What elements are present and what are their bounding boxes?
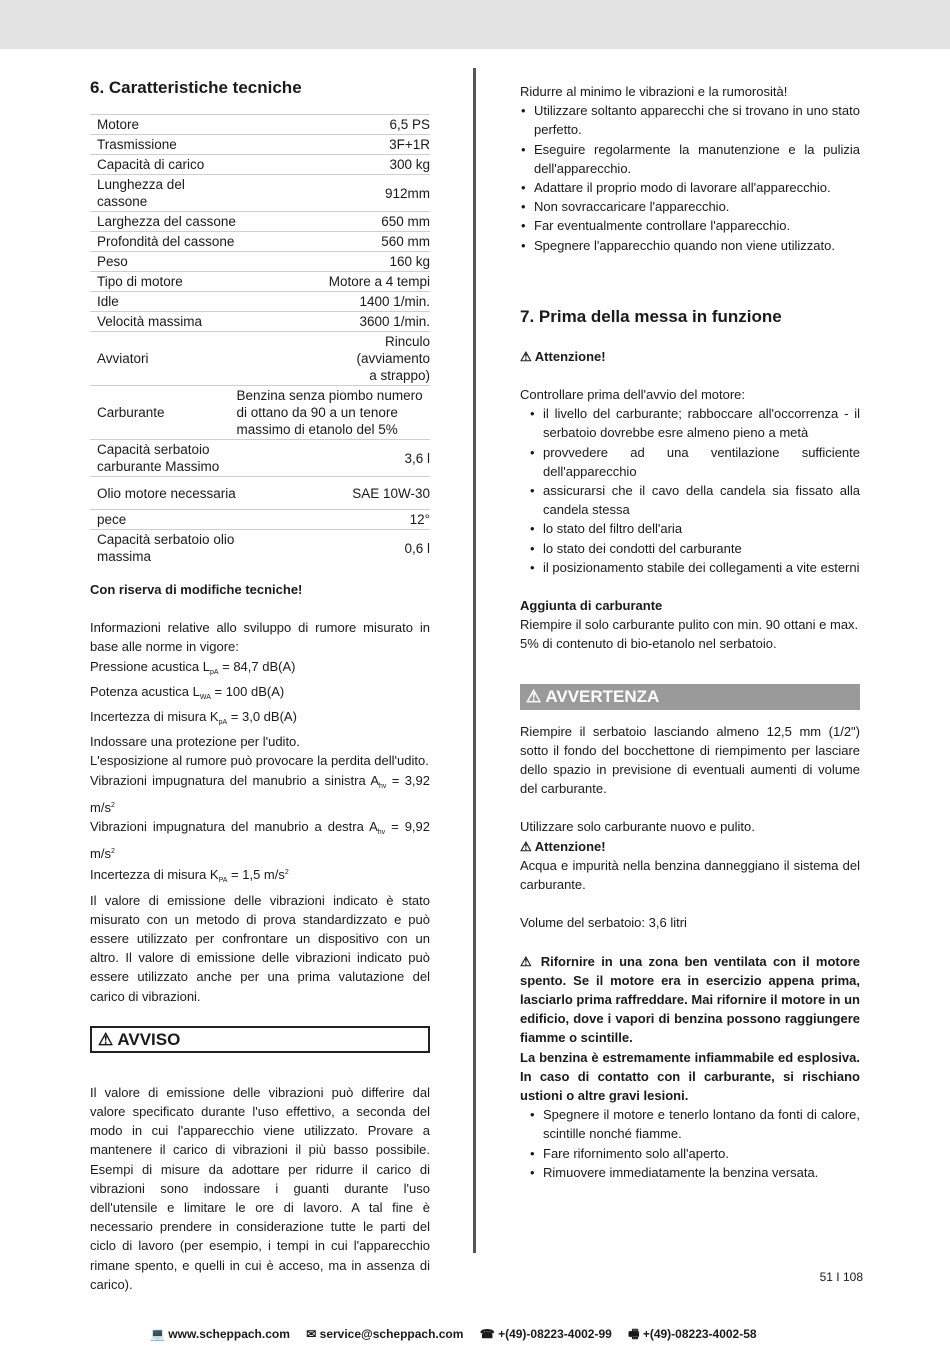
- check-list: [520, 404, 860, 577]
- spec-value: 12°: [236, 510, 430, 530]
- spec-label: pece: [90, 510, 236, 530]
- sound-pressure-line: Pressione acustica $L_{pA} = 84,7$ dB(A): [90, 658, 296, 676]
- list-item: • Non sovraccaricare l'apparecchio.: [520, 197, 860, 216]
- tank-volume-line: Volume del serbatoio: 3,6 litri: [520, 915, 687, 931]
- footer-web[interactable]: 💻 www.scheppach.com: [150, 1327, 290, 1341]
- spec-label: Trasmissione: [90, 135, 236, 155]
- table-row: [90, 175, 430, 212]
- table-row: [90, 115, 430, 135]
- spec-value: 160 kg: [236, 252, 430, 272]
- list-item: • Far eventualmente controllare l'apparecchio.: [520, 216, 860, 235]
- list-item: • Utilizzare soltanto apparecchi che si trovano in uno stato perfetto.: [520, 101, 860, 139]
- spec-label: Capacità serbatoio carburante Massimo: [90, 440, 236, 477]
- table-row: [90, 312, 430, 332]
- spec-value: SAE 10W-30: [236, 477, 430, 510]
- table-row: [90, 530, 430, 567]
- list-item: • Adattare il proprio modo di lavorare all'apparecchio.: [520, 178, 860, 197]
- list-item: • assicurarsi che il cavo della candela sia fissato alla candela stessa: [520, 481, 860, 519]
- table-row: [90, 332, 430, 386]
- section-heading-specs: 6. Caratteristiche tecniche: [90, 78, 302, 97]
- table-row: [90, 292, 430, 312]
- spec-value: 300 kg: [236, 155, 430, 175]
- spec-value: Benzina senza piombo numero di ottano da 90 a un tenore massimo di etanolo del 5%: [236, 386, 430, 440]
- column-divider: [473, 68, 476, 1253]
- list-item: • lo stato del filtro dell'aria: [520, 519, 860, 538]
- spec-value: 560 mm: [236, 232, 430, 252]
- attention-line: ⚠ Attenzione!: [520, 348, 606, 364]
- spec-label: Lunghezza del cassone: [90, 175, 236, 212]
- spec-label: Velocità massima: [90, 312, 236, 332]
- table-row: [90, 386, 430, 440]
- spec-label: Carburante: [90, 386, 236, 440]
- phone-icon: ☎: [479, 1327, 495, 1341]
- spec-label: Peso: [90, 252, 236, 272]
- reserve-note: Con riserva di modifiche tecniche!: [90, 582, 303, 597]
- avvertenza-box: [520, 684, 860, 710]
- vibration-right-line: Vibrazioni impugnatura del manubrio a destra $A_{hv} = 9,92$ $m/s^2$: [90, 819, 430, 862]
- footer-fax: 🖷 +(49)-08223-4002-58: [628, 1327, 757, 1341]
- avviso-box: [90, 1026, 430, 1053]
- uncertainty2-line: Incertezza di misura $K_{PA} = 1,5$ $m/s^2$: [90, 867, 289, 885]
- right-column: [520, 82, 860, 1182]
- spec-label: Olio motore necessaria: [90, 477, 236, 510]
- sound-power-line: Potenza acustica $L_{WA} = 100$ dB(A): [90, 683, 285, 701]
- spec-value: 1400 1/min.: [236, 292, 430, 312]
- footer-phone[interactable]: ☎ +(49)-08223-4002-99: [479, 1327, 612, 1341]
- section-heading-setup: 7. Prima della messa in funzione: [520, 306, 782, 326]
- emission-paragraph: Il valore di emissione delle vibrazioni indicato è stato misurato con un metodo di prova standardizzato e può essere utilizzato per confrontare un dispositivo con un altro. Il valore di emissione delle vibrazioni indicato può essere utilizzato anche per una prima valutazione del carico di vibrazioni.: [90, 892, 430, 1004]
- warning-triangle-icon: ⚠: [98, 1029, 114, 1049]
- list-item: • Spegnere l'apparecchio quando non viene utilizzato.: [520, 236, 860, 255]
- table-row: [90, 272, 430, 292]
- left-column: [90, 78, 430, 1294]
- list-item: • il livello del carburante; rabboccare all'occorrenza - il serbatoio dovrebbe esre almeno pieno a metà: [520, 404, 860, 442]
- warning-triangle-icon: ⚠: [520, 953, 535, 969]
- avviso-title: AVVISO: [117, 1029, 181, 1049]
- refuel-warning: ⚠ Rifornire in una zona ben ventilata con il motore spento. Se il motore era in esercizio appena prima, lasciarlo prima raffreddare. Mai rifornire il motore in un edificio, dove i vapori di benzina possono raggiungere fiamme o scintille.: [520, 953, 860, 1046]
- check-intro: Controllare prima dell'avvio del motore:: [520, 387, 746, 403]
- warning-triangle-icon: ⚠: [526, 686, 542, 706]
- water-paragraph: Acqua e impurità nella benzina danneggiano il sistema del carburante.: [520, 857, 860, 893]
- spec-label: Larghezza del cassone: [90, 212, 236, 232]
- spec-value: Motore a 4 tempi: [236, 272, 430, 292]
- top-header-bar: [0, 0, 950, 49]
- spec-value: 6,5 PS: [236, 115, 430, 135]
- reduce-intro: Ridurre al minimo le vibrazioni e la rumorosità!: [520, 84, 788, 99]
- spec-label: Tipo di motore: [90, 272, 236, 292]
- list-item: • Rimuovere immediatamente la benzina versata.: [520, 1163, 860, 1182]
- spec-value: 3,6 l: [236, 440, 430, 477]
- table-row: [90, 212, 430, 232]
- list-item: • provvedere ad una ventilazione sufficiente dell'apparecchio: [520, 443, 860, 481]
- spec-label: Idle: [90, 292, 236, 312]
- specs-table: [90, 114, 430, 566]
- table-row: [90, 510, 430, 530]
- spec-label: Capacità di carico: [90, 155, 236, 175]
- spec-value: 3600 1/min.: [236, 312, 430, 332]
- warning-triangle-icon: ⚠: [520, 838, 532, 854]
- spec-value: 912mm: [236, 175, 430, 212]
- spec-value: 650 mm: [236, 212, 430, 232]
- spec-label: Avviatori: [90, 332, 236, 386]
- table-row: [90, 477, 430, 510]
- exposure-line: L'esposizione al rumore può provocare la perdita dell'udito.: [90, 753, 429, 769]
- flammable-warning: La benzina è estremamente infiammabile ed esplosiva. In caso di contatto con il carburante, si rischiano ustioni o altre gravi lesioni.: [520, 1049, 860, 1103]
- table-row: [90, 252, 430, 272]
- hearing-protection-line: Indossare una protezione per l'udito.: [90, 734, 300, 750]
- list-item: • Spegnere il motore e tenerlo lontano da fonti di calore, scintille nonché fiamme.: [520, 1105, 860, 1143]
- fill-paragraph: Riempire il serbatoio lasciando almeno 12,5 mm (1/2") sotto il fondo del bocchettone di riempimento per lasciare dello spazio in previsione di eventuali aumenti di volume del carburante.: [520, 723, 860, 797]
- avviso-paragraph: Il valore di emissione delle vibrazioni può differire dal valore specificato durante l'uso effettivo, a seconda del modo in cui l'apparecchio viene utilizzato. Provare a mantenere il carico di vibrazioni il più basso possibile. Esempi di misure da adottare per ridurre il carico di vibrazioni sono indossare i guanti durante l'uso dell'utensile e limitare le ore di lavoro. A tal fine è necessario prendere in considerazione tutte le parti del ciclo di lavoro (per esempio, i tempi in cui l'apparecchio rimane spento, e quelli in cui è acceso, ma in assenza di carico).: [90, 1084, 430, 1292]
- spec-value: Rinculo (avviamento a strappo): [236, 332, 430, 386]
- table-row: [90, 440, 430, 477]
- table-row: [90, 232, 430, 252]
- list-item: • il posizionamento stabile dei collegamenti a vite esterni: [520, 558, 860, 577]
- spec-value: 3F+1R: [236, 135, 430, 155]
- computer-icon: 💻: [150, 1327, 165, 1341]
- spec-label: Profondità del cassone: [90, 232, 236, 252]
- fuel-paragraph: Riempire il solo carburante pulito con min. 90 ottani e max. 5% di contenuto di bio-etanolo nel serbatoio.: [520, 617, 859, 652]
- table-row: [90, 155, 430, 175]
- page-number: 51 I 108: [819, 1270, 863, 1284]
- list-item: • lo stato dei condotti del carburante: [520, 539, 860, 558]
- vibration-left-line: Vibrazioni impugnatura del manubrio a sinistra $A_{hv} = 3,92$ $m/s^2$: [90, 772, 430, 815]
- spec-label: Capacità serbatoio olio massima: [90, 530, 236, 567]
- table-row: [90, 135, 430, 155]
- mail-icon: ✉: [306, 1327, 317, 1341]
- uncertainty-line: Incertezza di misura $K_{pA} = 3,0$ dB(A): [90, 709, 297, 727]
- list-item: • Eseguire regolarmente la manutenzione e la pulizia dell'apparecchio.: [520, 140, 860, 178]
- noise-intro: Informazioni relative allo sviluppo di rumore misurato in base alle norme in vigore:: [90, 620, 430, 655]
- fuel-heading: Aggiunta di carburante: [520, 598, 663, 614]
- reduce-list: [520, 101, 860, 255]
- clean-fuel-line: Utilizzare solo carburante nuovo e pulito.: [520, 819, 755, 835]
- warning-triangle-icon: ⚠: [520, 348, 532, 364]
- spec-value: 0,6 l: [236, 530, 430, 567]
- avvertenza-title: AVVERTENZA: [545, 686, 660, 706]
- spec-label: Motore: [90, 115, 236, 135]
- list-item: • Fare rifornimento solo all'aperto.: [520, 1144, 860, 1163]
- final-list: [520, 1105, 860, 1182]
- fax-icon: 🖷: [628, 1327, 640, 1341]
- footer-email[interactable]: ✉ service@scheppach.com: [306, 1327, 464, 1341]
- attention-line-2: ⚠ Attenzione!: [520, 838, 606, 854]
